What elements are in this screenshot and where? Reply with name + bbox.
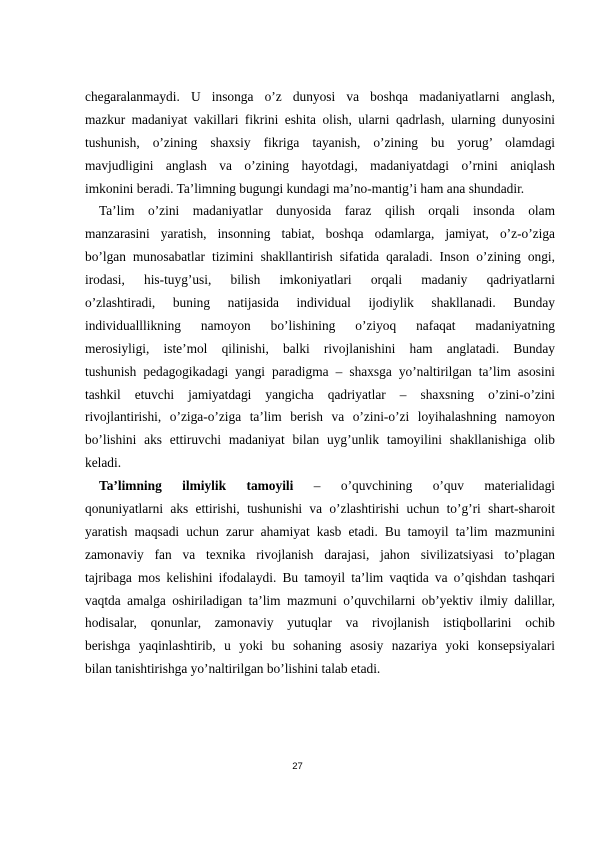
text-line: vaqtda amalga oshiriladigan ta’lim mazmuni o’quvchilarni ob’yektiv ilmiy dalillar, [85,592,555,608]
text-line: berishga yaqinlashtirib, u yoki bu sohaning asosiy nazariya yoki konsepsiyalari [85,638,555,654]
text-line: Ta’lim o’zini madaniyatlar dunyosida faraz qilish orqali insonda olam [99,203,555,219]
text-line: tashkil etuvchi jamiyatdagi yangicha qadriyatlar – shaxsning o’zini-o’zini [85,386,555,402]
page-number: 27 [292,761,303,772]
text-line: bo’lgan munosabatlar tizimini shakllantirish sifatida qaraladi. Inson o’zining ongi, [85,249,555,265]
paragraph-2 [85,200,555,475]
text-line: rivojlantirishi, o’ziga-o’ziga ta’lim berish va o’zini-o’zi loyihalashning namoyon [85,409,555,425]
text-line: zamonaviy fan va texnika rivojlanish darajasi, jahon sivilizatsiyasi to’plagan [85,546,555,562]
text-line: o’zlashtiradi, buning natijasida individual ijodiylik shakllanadi. Bunday [85,295,555,311]
paragraph-3 [85,475,555,681]
text-line: qonuniyatlarni aks ettirishi, tushunishi va o’zlashtirishi uchun to’g’ri shart-sharoit [85,501,555,517]
text-line: mazkur madaniyat vakillari fikrini eshita olish, ularni qadrlash, ularning dunyosini [85,111,555,127]
text-line: tushunish pedagogikadagi yangi paradigma – shaxsga yo’naltirilgan ta’lim asosini [85,363,555,379]
text-line: bilan tanishtirishga yo’naltirilgan bo’lishini talab etadi. [85,661,381,677]
text-line: individualllikning namoyon bo’lishining o’ziyoq nafaqat madaniyatning [85,317,555,333]
principle-term: Ta’limning ilmiylik tamoyili [99,478,294,494]
text-line: imkonini beradi. Ta’limning bugungi kundagi ma’no-mantig’i ham ana shundadir. [85,180,525,196]
text-line: manzarasini yaratish, insonning tabiat, boshqa odamlarga, jamiyat, o’z-o’ziga [85,226,555,242]
paragraph-1 [85,86,555,200]
text-line: keladi. [85,455,122,471]
text-line: chegaralanmaydi. U insonga o’z dunyosi va boshqa madaniyatlarni anglash, [85,89,555,104]
text-line: yaratish maqsadi uchun zarur ahamiyat kasb etadi. Bu tamoyil ta’lim mazmunini [85,523,555,539]
text-line: tajribaga mos kelishini ifodalaydi. Bu tamoyil ta’lim vaqtida va o’qishdan tashqari [85,569,555,585]
principle-definition-start: – o’quvchining o’quv materialidagi [293,478,555,494]
text-line: bo’lishini aks ettiruvchi madaniyat bilan uyg’unlik tamoyilini shakllanishiga olib [85,432,555,448]
text-line [85,475,555,498]
text-line: irodasi, his-tuyg’usi, bilish imkoniyatlari orqali madaniy qadriyatlarni [85,272,555,288]
document-page [85,86,555,681]
text-line: hodisalar, qonunlar, zamonaviy yutuqlar va rivojlanish istiqbollarini ochib [85,615,555,631]
text-line: tushunish, o’zining shaxsiy fikriga tayanish, o’zining bu yorug’ olamdagi [85,134,555,150]
text-line: merosiyligi, iste’mol qilinishi, balki rivojlanishini ham anglatadi. Bunday [85,340,555,356]
text-line: mavjudligini anglash va o’zining hayotdagi, madaniyatdagi o’rnini aniqlash [85,157,555,173]
